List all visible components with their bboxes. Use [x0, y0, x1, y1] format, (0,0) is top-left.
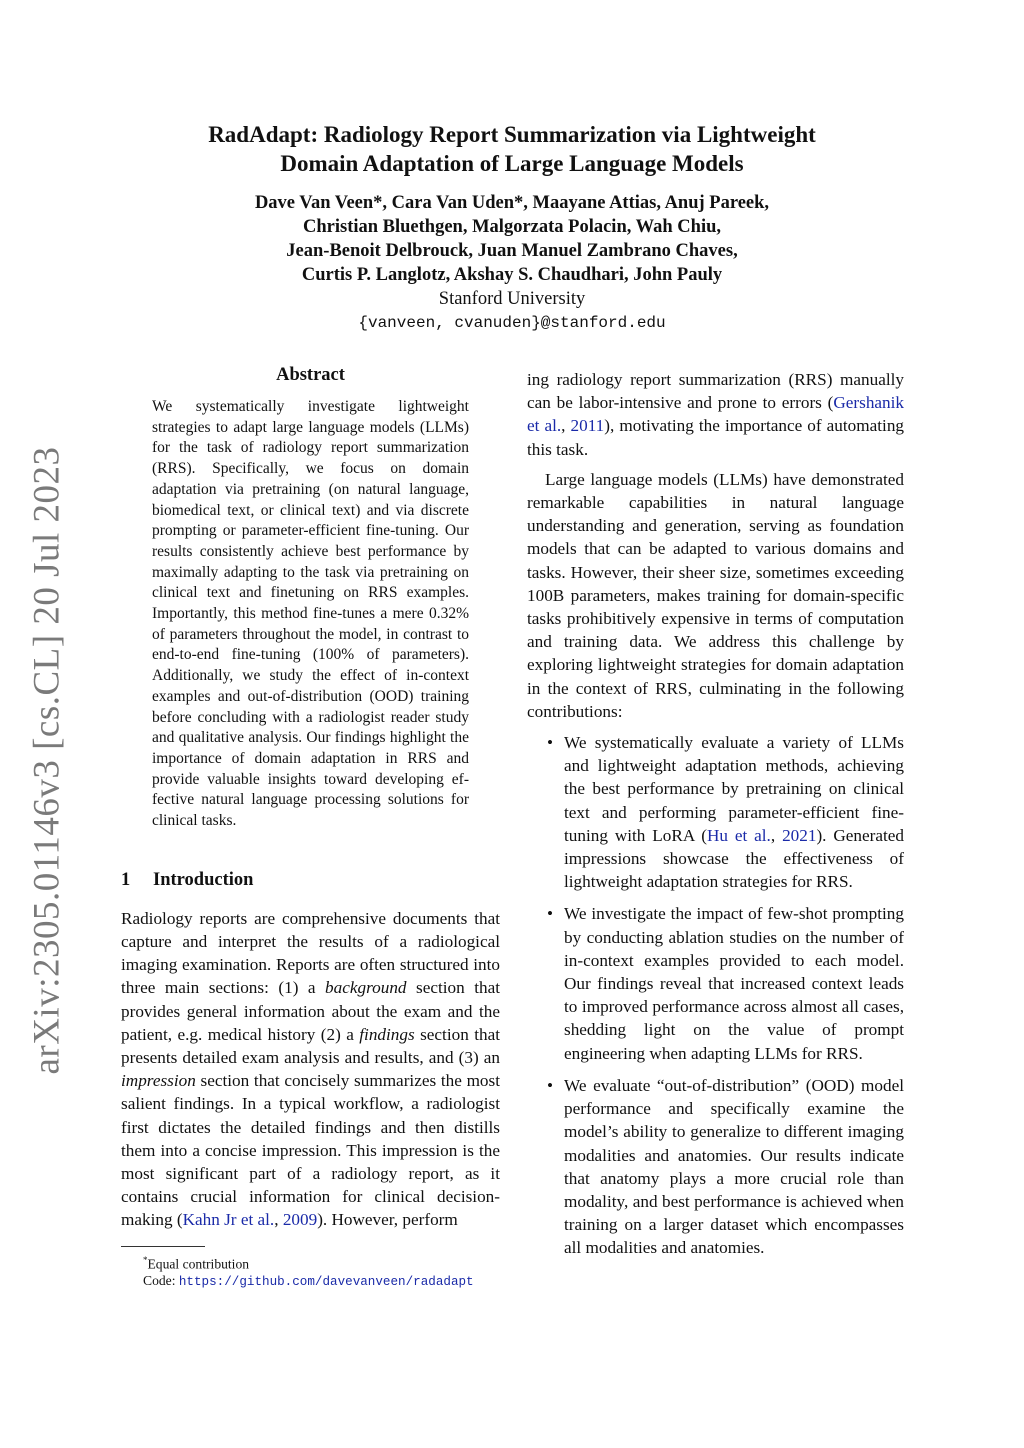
authors-line-1: Dave Van Veen*, Cara Van Uden*, Maayane Attias, Anuj Pareek,: [254, 193, 770, 213]
section-number: 1: [121, 869, 131, 890]
citation-link-hu[interactable]: [707, 826, 771, 845]
footnote-code: [143, 1272, 500, 1291]
arxiv-id-text: arXiv:2305.01146v3 [cs.CL] 20 Jul 2023: [26, 445, 68, 1075]
footnote-block: [121, 1252, 500, 1292]
intro-term-background: background: [325, 978, 407, 998]
bullet-icon: •: [547, 1075, 554, 1095]
citation-year: 2021: [782, 825, 817, 845]
intro-text-3: section that presents detailed exam analysis and results, and (3) an: [121, 1024, 500, 1067]
contribution-item-2: [527, 902, 904, 1064]
author-block: [120, 191, 904, 335]
section-heading-introduction: [121, 870, 500, 891]
contribution-item-3: [527, 1074, 904, 1260]
contribution-1-text-b: ). Generated impressions showcase the effectiveness of lightweight adaptation strategies for RRS.: [564, 825, 904, 892]
right-text-2: ), motivating the importance of automating this task.: [527, 416, 905, 459]
intro-text-5: ). However, perform: [317, 1210, 458, 1230]
citation-year: 2009: [282, 1210, 318, 1230]
right-column: [527, 368, 904, 1269]
intro-text-2: section that provides general information about the exam and the patient, e.g. medical history (2) a: [121, 978, 500, 1044]
intro-text-4: section that concisely summarizes the most salient findings. In a typical workflow, a radiologist first dictates the detailed findings and then distills them into a concise impression. This impression is the most significant part of a radiology report, as it contains crucial information for clinical decision-making (: [121, 1071, 500, 1230]
intro-term-impression: impression: [121, 1071, 196, 1091]
contribution-1-text-a: We systematically evaluate a variety of LLMs and lightweight adaptation methods, achieving the best performance by pretraining on clinical text and performing parameter-efficient fine-tuning with LoRA (: [564, 733, 904, 845]
paper-title: [120, 120, 904, 178]
affiliation: Stanford University: [438, 289, 586, 309]
intro-paragraph: [121, 907, 500, 1232]
abstract-body: We systematically investigate lightweight strategies to adapt large language models (LLMs) for the task of radiology report summarization (RRS). Specifically, we focus on domain adaptation via pretraining (on natural language, biomedical text, or clinical text) and via discrete prompting or parameter-efficient fine-tuning. Our results consistently achieve best performance by maximally adapting to the task via pretraining on clinical text and finetuning on RRS examples. Importantly, this method fine-tunes a mere 0.32% of parameters throughout the model, in contrast to end-to-end fine-tuning (100% of parameters). Additionally, we study the effect of in-context examples and out-of-distribution (OOD) training before concluding with a radiologist reader study and qualitative analysis. Our findings highlight the importance of domain adaptation in RRS and provide valuable insights toward developing effective natural language processing solutions for clinical tasks.: [152, 398, 469, 830]
authors-line-3: Jean-Benoit Delbrouck, Juan Manuel Zambrano Chaves,: [286, 241, 738, 261]
title-line-2: Domain Adaptation of Large Language Models: [280, 151, 744, 176]
bullet-icon: •: [547, 904, 554, 924]
llm-paragraph: Large language models (LLMs) have demonstrated remarkable capabilities in natural language understanding and generation, serving as foundation models that can be adapted to various domains and tasks. However, their sheer size, sometimes exceeding 100B parameters, makes training for domain-specific tasks prohibitively expensive in terms of computation and training data. We address this challenge by exploring lightweight strategies for domain adaptation in the context of RRS, culminating in the following contributions:: [527, 469, 904, 721]
citation-author: Kahn Jr et al.: [182, 1210, 275, 1230]
authors-line-2: Christian Bluethgen, Malgorzata Polacin, Wah Chiu,: [303, 217, 721, 237]
right-paragraph-continued: [527, 368, 904, 461]
contribution-item-1: [527, 731, 904, 893]
citation-separator: ,: [274, 1210, 283, 1230]
footnote-divider: [121, 1246, 205, 1247]
citation-separator: ,: [561, 416, 571, 436]
footnote-marker: *: [143, 1254, 148, 1265]
citation-year-link-gershanik[interactable]: [571, 416, 605, 435]
intro-term-findings: findings: [359, 1024, 415, 1044]
citation-separator: ,: [770, 825, 783, 845]
contribution-3-text: We evaluate “out-of-distribution” (OOD) model performance and specifically examine the model’s ability to generalize to different imaging modalities and anatomies. Our results indicate that anatomy plays a more crucial role than modality, and best performance is achieved when training on a larger dataset which encompasses all modalities and anatomies.: [564, 1075, 904, 1258]
citation-link-kahn[interactable]: [183, 1210, 275, 1229]
footnote-equal-text: Equal contribution: [147, 1256, 250, 1272]
intro-text-1: Radiology reports are comprehensive documents that capture and interpret the results of a radiological imaging examination. Reports are often structured into three main sections: (1) a: [121, 908, 500, 998]
citation-author: Hu et al.: [706, 825, 771, 845]
right-text-1: ing radiology report summarization (RRS) manually can be labor-intensive and prone to errors (: [527, 370, 904, 413]
authors-line-4: Curtis P. Langlotz, Akshay S. Chaudhari, John Pauly: [301, 265, 723, 285]
code-repo-link[interactable]: https://github.com/davevanveen/radadapt: [178, 1275, 474, 1290]
contributions-list: [527, 731, 904, 1259]
abstract-heading: Abstract: [276, 365, 345, 385]
left-column: [121, 365, 500, 1291]
citation-year-link-kahn[interactable]: [283, 1210, 317, 1229]
citation-author: Gershanik et al.: [527, 393, 904, 436]
code-label: Code:: [143, 1273, 179, 1289]
citation-year: 2011: [570, 416, 605, 436]
section-title: Introduction: [153, 869, 254, 890]
bullet-icon: •: [547, 733, 554, 753]
author-email: {vanveen, cvanuden}@stanford.edu: [358, 314, 666, 332]
title-line-1: RadAdapt: Radiology Report Summarization via Lightweight: [208, 122, 816, 147]
citation-year-link-hu[interactable]: [782, 826, 816, 845]
arxiv-identifier: [22, 445, 72, 1075]
footnote-equal-contribution: [143, 1252, 500, 1273]
contribution-2-text: We investigate the impact of few-shot prompting by conducting ablation studies on the number of in-context examples provided to each model. Our findings reveal that increased context leads to improved performance across almost all cases, shedding light on the value of prompt engineering when adapting LLMs for RRS.: [564, 904, 904, 1063]
